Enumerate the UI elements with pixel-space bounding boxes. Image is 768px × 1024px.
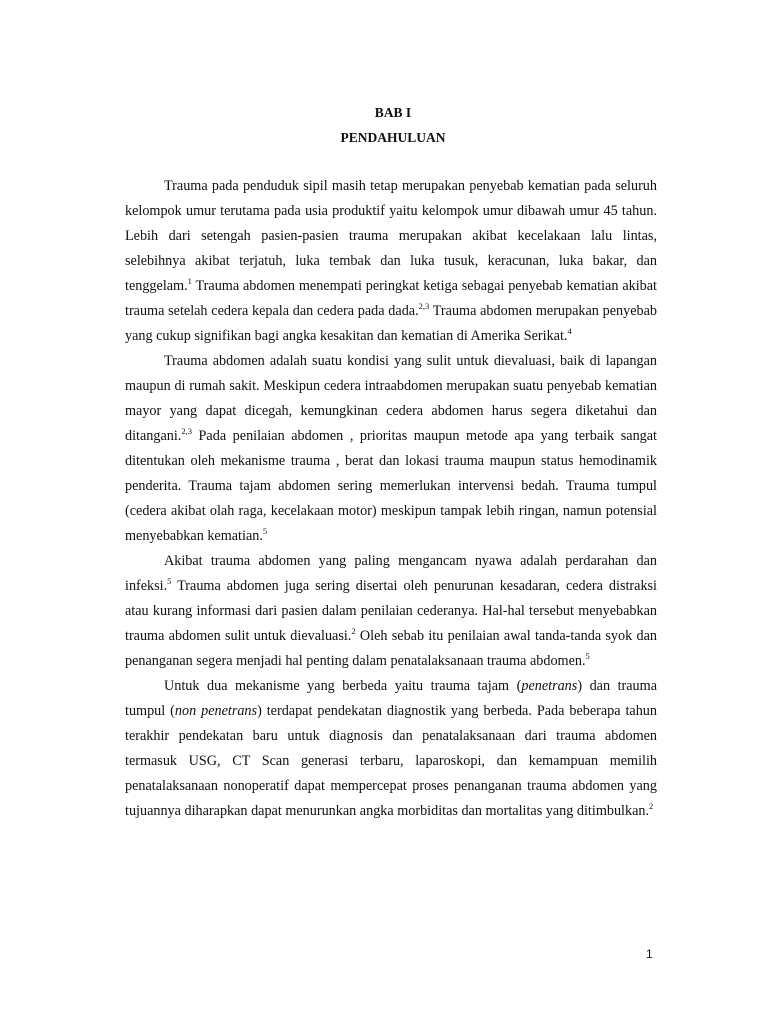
text-run: Trauma abdomen menempati peringkat ketiga sebagai penyebab kematian akibat trauma setelah cedera kepala dan cedera pada dada. bbox=[125, 278, 657, 319]
text-run: Trauma pada penduduk sipil masih tetap merupakan penyebab kematian pada seluruh kelompok umur terutama pada usia produktif yaitu kelompok umur dibawah umur 45 tahun. Lebih dari setengah pasien-pasien trauma merupakan akibat kecelakaan lalu lintas, selebihnya akibat terjatuh, luka tembak dan luka tusuk, keracunan, luka bakar, dan tenggelam. bbox=[125, 178, 657, 294]
body-text bbox=[125, 174, 657, 824]
chapter-title: PENDAHULUAN bbox=[340, 130, 446, 145]
citation-superscript: 2 bbox=[351, 626, 356, 636]
italic-term: non penetrans bbox=[174, 703, 258, 719]
paragraph-4 bbox=[125, 674, 657, 824]
text-run: ) dan trauma tumpul ( bbox=[125, 678, 657, 719]
text-run: Oleh sebab itu penilaian awal tanda-tanda syok dan penanganan segera menjadi hal penting dalam penatalaksanaan trauma abdomen. bbox=[125, 628, 657, 669]
paragraph-3 bbox=[125, 549, 657, 674]
citation-superscript: 5 bbox=[585, 651, 590, 661]
text-run: ) terdapat pendekatan diagnostik yang berbeda. Pada beberapa tahun terakhir pendekatan baru untuk diagnosis dan penatalaksanaan dari trauma abdomen termasuk USG, CT Scan generasi terbaru, laparoskopi, dan kemampuan memilih penatalaksanaan nonoperatif dapat mempercepat proses penanganan trauma abdomen yang tujuannya diharapkan dapat menurunkan angka morbiditas dan mortalitas yang ditimbulkan. bbox=[125, 703, 657, 819]
chapter-number: BAB I bbox=[374, 105, 412, 120]
paragraph-1 bbox=[125, 174, 657, 349]
text-run: Trauma abdomen adalah suatu kondisi yang sulit untuk dievaluasi, baik di lapangan maupun di rumah sakit. Meskipun cedera intraabdomen merupakan suatu penyebab kematian mayor yang dapat dicegah, kemungkinan cedera abdomen harus segera diketahui dan ditangani. bbox=[125, 353, 657, 444]
text-run: Untuk dua mekanisme yang berbeda yaitu trauma tajam ( bbox=[164, 678, 522, 694]
citation-superscript: 2 bbox=[649, 801, 654, 811]
citation-superscript: 5 bbox=[167, 576, 172, 586]
citation-superscript: 1 bbox=[187, 276, 192, 286]
citation-superscript: 4 bbox=[567, 326, 572, 336]
text-run: Akibat trauma abdomen yang paling mengancam nyawa adalah perdarahan dan infeksi. bbox=[125, 553, 657, 594]
paragraph-2 bbox=[125, 349, 657, 549]
citation-superscript: 2,3 bbox=[181, 426, 192, 436]
text-run: Trauma abdomen juga sering disertai oleh penurunan kesadaran, cedera distraksi atau kurang informasi dari pasien dalam penilaian cederanya. Hal-hal tersebut menyebabkan trauma abdomen sulit untuk dievaluasi. bbox=[125, 578, 657, 644]
text-run: Trauma abdomen merupakan penyebab yang cukup signifikan bagi angka kesakitan dan kematian di Amerika Serikat. bbox=[125, 303, 657, 344]
italic-term: penetrans bbox=[521, 678, 578, 694]
page-number: 1 bbox=[646, 947, 653, 961]
citation-superscript: 5 bbox=[262, 526, 268, 536]
text-run: Pada penilaian abdomen , prioritas maupun metode apa yang terbaik sangat ditentukan oleh mekanisme trauma , berat dan lokasi trauma maupun status hemodinamik penderita. Trauma tajam abdomen sering memerlukan intervensi bedah. Trauma tumpul (cedera akibat olah raga, kecelakaan motor) meskipun tampak lebih ringan, namun potensial menyebabkan kematian. bbox=[125, 428, 657, 544]
citation-superscript: 2,3 bbox=[418, 301, 430, 311]
